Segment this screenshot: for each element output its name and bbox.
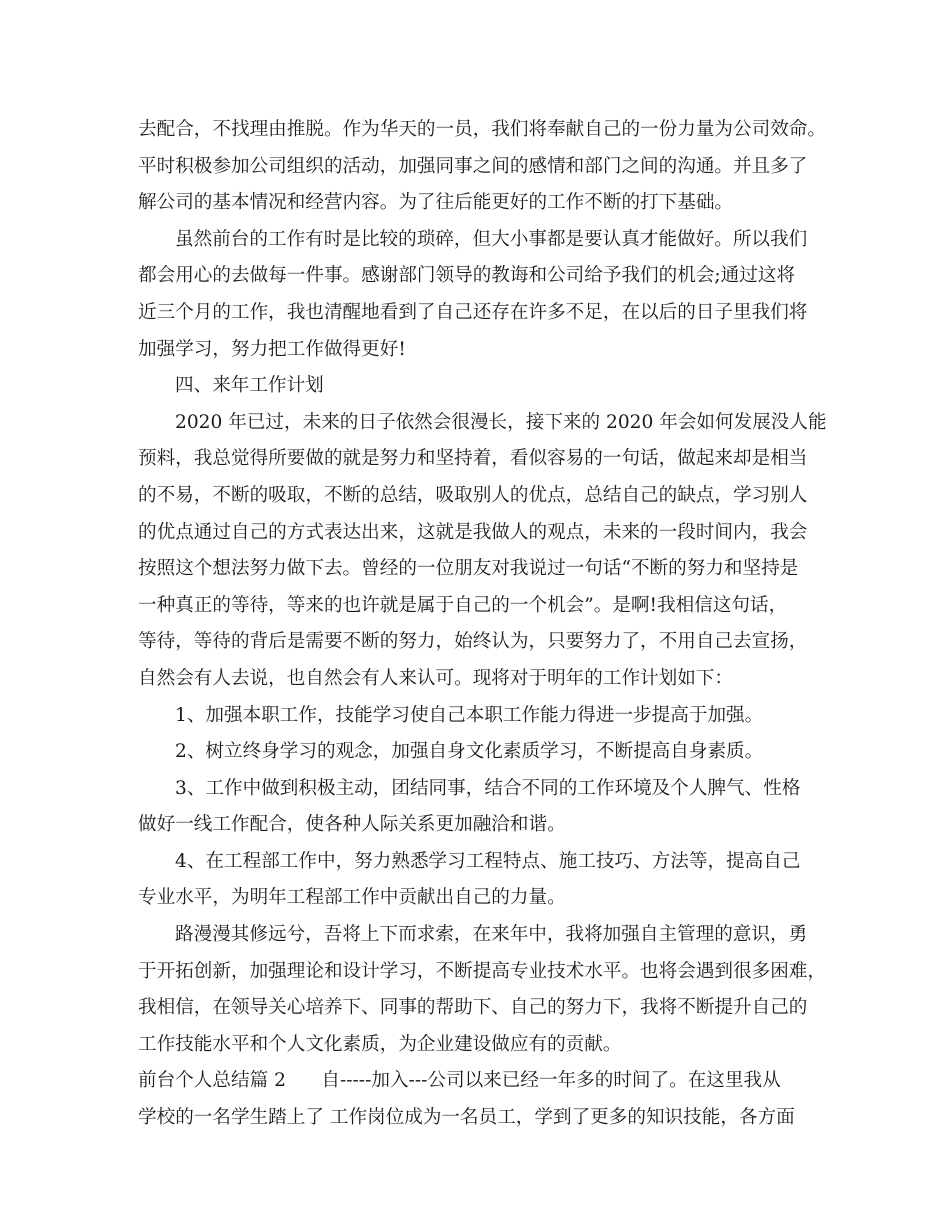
plan-item-3 (138, 771, 818, 844)
text-line: 预料，我总觉得所要做的就是努力和坚持着，看似容易的一句话，做起来却是相当 (138, 448, 808, 470)
paragraph (138, 405, 827, 698)
text-line: 平时积极参加公司组织的活动，加强同事之间的感情和部门之间的沟通。并且多了 (138, 155, 808, 177)
document-body (138, 112, 827, 1137)
paragraph-continuation (138, 112, 826, 222)
section-title: 四、来年工作计划 (175, 375, 324, 397)
text-line: 虽然前台的工作有时是比较的琐碎，但大小事都是要认真才能做好。所以我们 (175, 228, 808, 250)
plan-item-2 (138, 734, 818, 771)
text-line: 按照这个想法努力做下去。曾经的一位朋友对我说过一句话“不断的努力和坚持是 (138, 558, 799, 580)
text-line: 等待，等待的背后是需要不断的努力，始终认为，只要努力了，不用自己去宣扬， (138, 631, 808, 653)
text-line: 2020 年已过，未来的日子依然会很漫长，接下来的 2020 年会如何发展没人能 (175, 411, 827, 433)
article-start (138, 1063, 818, 1136)
text-line: 3、工作中做到积极主动，团结同事，结合不同的工作环境及个人脾气、性格 (175, 777, 801, 799)
text-line: 工作技能水平和个人文化素质，为企业建设做应有的贡献。 (138, 1033, 622, 1055)
text-line: 路漫漫其修远兮，吾将上下而求索，在来年中，我将加强自主管理的意识，勇 (175, 924, 808, 946)
text-line: 我相信，在领导关心培养下、同事的帮助下、自己的努力下，我将不断提升自己的 (138, 997, 808, 1019)
text-line: 自然会有人去说，也自然会有人来认可。现将对于明年的工作计划如下： (138, 667, 734, 689)
text-line: 于开拓创新，加强理论和设计学习，不断提高专业技术水平。也将会遇到很多困难， (138, 960, 826, 982)
text-line: 2、树立终身学习的观念，加强自身文化素质学习，不断提高自身素质。 (175, 741, 764, 763)
text-line: 去配合，不找理由推脱。作为华天的一员，我们将奉献自己的一份力量为公司效命。 (138, 119, 826, 140)
section-heading (138, 368, 818, 405)
text-line: 做好一线工作配合，使各种人际关系更加融洽和谐。 (138, 814, 566, 836)
text-line: 的不易，不断的吸取，不断的总结，吸取别人的优点，总结自己的缺点，学习别人 (138, 484, 808, 506)
text-line: 学校的一名学生踏上了 工作岗位成为一名员工，学到了更多的知识技能，各方面 (138, 1107, 795, 1129)
plan-item-1 (138, 698, 818, 735)
paragraph (138, 222, 818, 368)
closing-paragraph (138, 917, 826, 1063)
text-line: 的优点通过自己的方式表达出来，这就是我做人的观点，未来的一段时间内，我会 (138, 521, 808, 543)
text-line: 1、加强本职工作，技能学习使自己本职工作能力得进一步提高于加强。 (175, 704, 764, 726)
text-line: 加强学习，努力把工作做得更好! (138, 338, 406, 360)
text-line: 4、在工程部工作中，努力熟悉学习工程特点、施工技巧、方法等，提高自己 (175, 850, 801, 872)
article-title-line: 前台个人总结篇 2 自-----加入---公司以来已经一年多的时间了。在这里我从 (138, 1070, 781, 1092)
text-line: 一种真正的等待，等来的也许就是属于自己的一个机会”。是啊!我相信这句话， (138, 594, 788, 616)
text-line: 解公司的基本情况和经营内容。为了往后能更好的工作不断的打下基础。 (138, 192, 734, 214)
plan-item-4 (138, 844, 818, 917)
text-line: 都会用心的去做每一件事。感谢部门领导的教诲和公司给予我们的机会;通过这将 (138, 265, 796, 287)
text-line: 近三个月的工作，我也清醒地看到了自己还存在许多不足，在以后的日子里我们将 (138, 301, 808, 323)
text-line: 专业水平，为明年工程部工作中贡献出自己的力量。 (138, 887, 566, 909)
